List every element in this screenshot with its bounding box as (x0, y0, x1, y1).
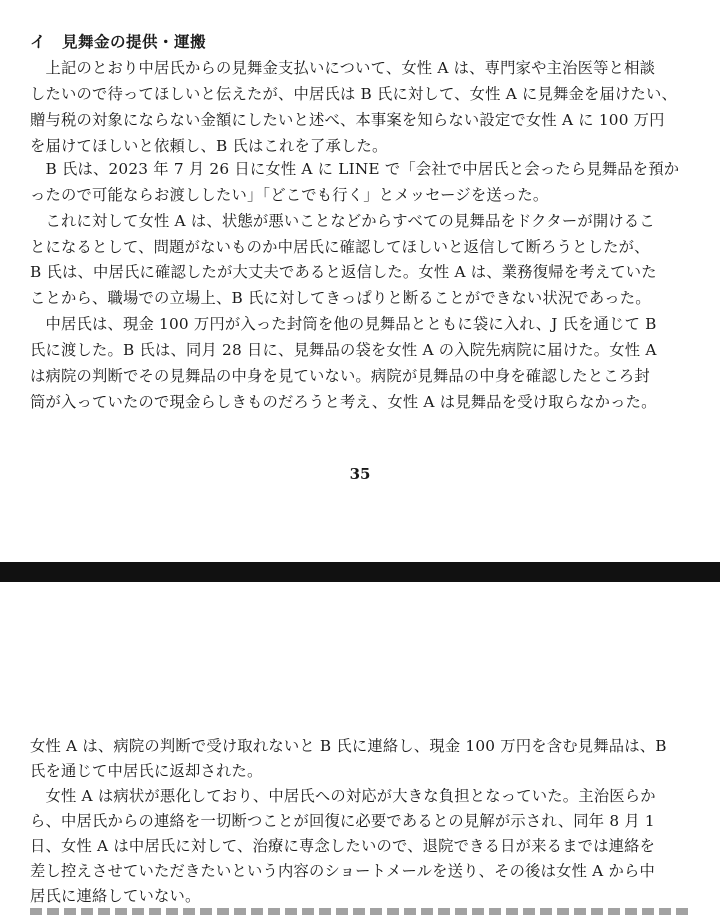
body-line: 居氏に連絡していない。 (30, 887, 201, 905)
body-line: B 氏は、2023 年 7 月 26 日に女性 A に LINE で「会社で中居氏と会ったら見舞品を預か (30, 160, 680, 178)
body-line: とになるとして、問題がないものか中居氏に確認してほしいと返信して断ろうとしたが、 (30, 238, 650, 256)
page-separator (0, 562, 720, 582)
body-line: 日、女性 A は中居氏に対して、治療に専念したいので、退院できる日が来るまでは連絡を (30, 837, 656, 855)
body-line: したいので待ってほしいと伝えたが、中居氏は B 氏に対して、女性 A に見舞金を届けたい、 (30, 85, 678, 103)
body-line: 氏に渡した。B 氏は、同月 28 日に、見舞品の袋を女性 A の入院先病院に届けた。女性 A (30, 341, 657, 359)
body-line: ことから、職場での立場上、B 氏に対してきっぱりと断ることができない状況であった。 (30, 289, 651, 307)
body-line: は病院の判断でその見舞品の中身を見ていない。病院が見舞品の中身を確認したところ封 (30, 367, 650, 385)
body-line: を届けてほしいと依頼し、B 氏はこれを了承した。 (30, 137, 388, 155)
body-line: ったので可能ならお渡ししたい」「どこでも行く」とメッセージを送った。 (30, 186, 549, 204)
body-line: これに対して女性 A は、状態が悪いことなどからすべての見舞品をドクターが開けるこ (30, 212, 655, 230)
body-line: 中居氏は、現金 100 万円が入った封筒を他の見舞品とともに袋に入れ、J 氏を通じて B (30, 315, 657, 333)
section-heading: イ 見舞金の提供・運搬 (30, 33, 207, 51)
cut-off-text-line (30, 908, 690, 915)
body-line: 女性 A は病状が悪化しており、中居氏への対応が大きな負担となっていた。主治医らか (30, 787, 656, 805)
body-line: 筒が入っていたので現金らしきものだろうと考え、女性 A は見舞品を受け取らなかった。 (30, 393, 657, 411)
body-line: ら、中居氏からの連絡を一切断つことが回復に必要であるとの見解が示され、同年 8 月 1 (30, 812, 655, 830)
page-number: 35 (349, 465, 371, 483)
body-line: 女性 A は、病院の判断で受け取れないと B 氏に連絡し、現金 100 万円を含む見舞品は、B (30, 737, 667, 755)
body-line: 贈与税の対象にならない金額にしたいと述べ、本事案を知らない設定で女性 A に 100 万円 (30, 111, 665, 129)
body-line: 差し控えさせていただきたいという内容のショートメールを送り、その後は女性 A から中 (30, 862, 655, 880)
body-line: 上記のとおり中居氏からの見舞金支払いについて、女性 A は、専門家や主治医等と相談 (30, 59, 656, 77)
body-line: 氏を通じて中居氏に返却された。 (30, 762, 263, 780)
body-line: B 氏は、中居氏に確認したが大丈夫であると返信した。女性 A は、業務復帰を考えていた (30, 263, 657, 281)
